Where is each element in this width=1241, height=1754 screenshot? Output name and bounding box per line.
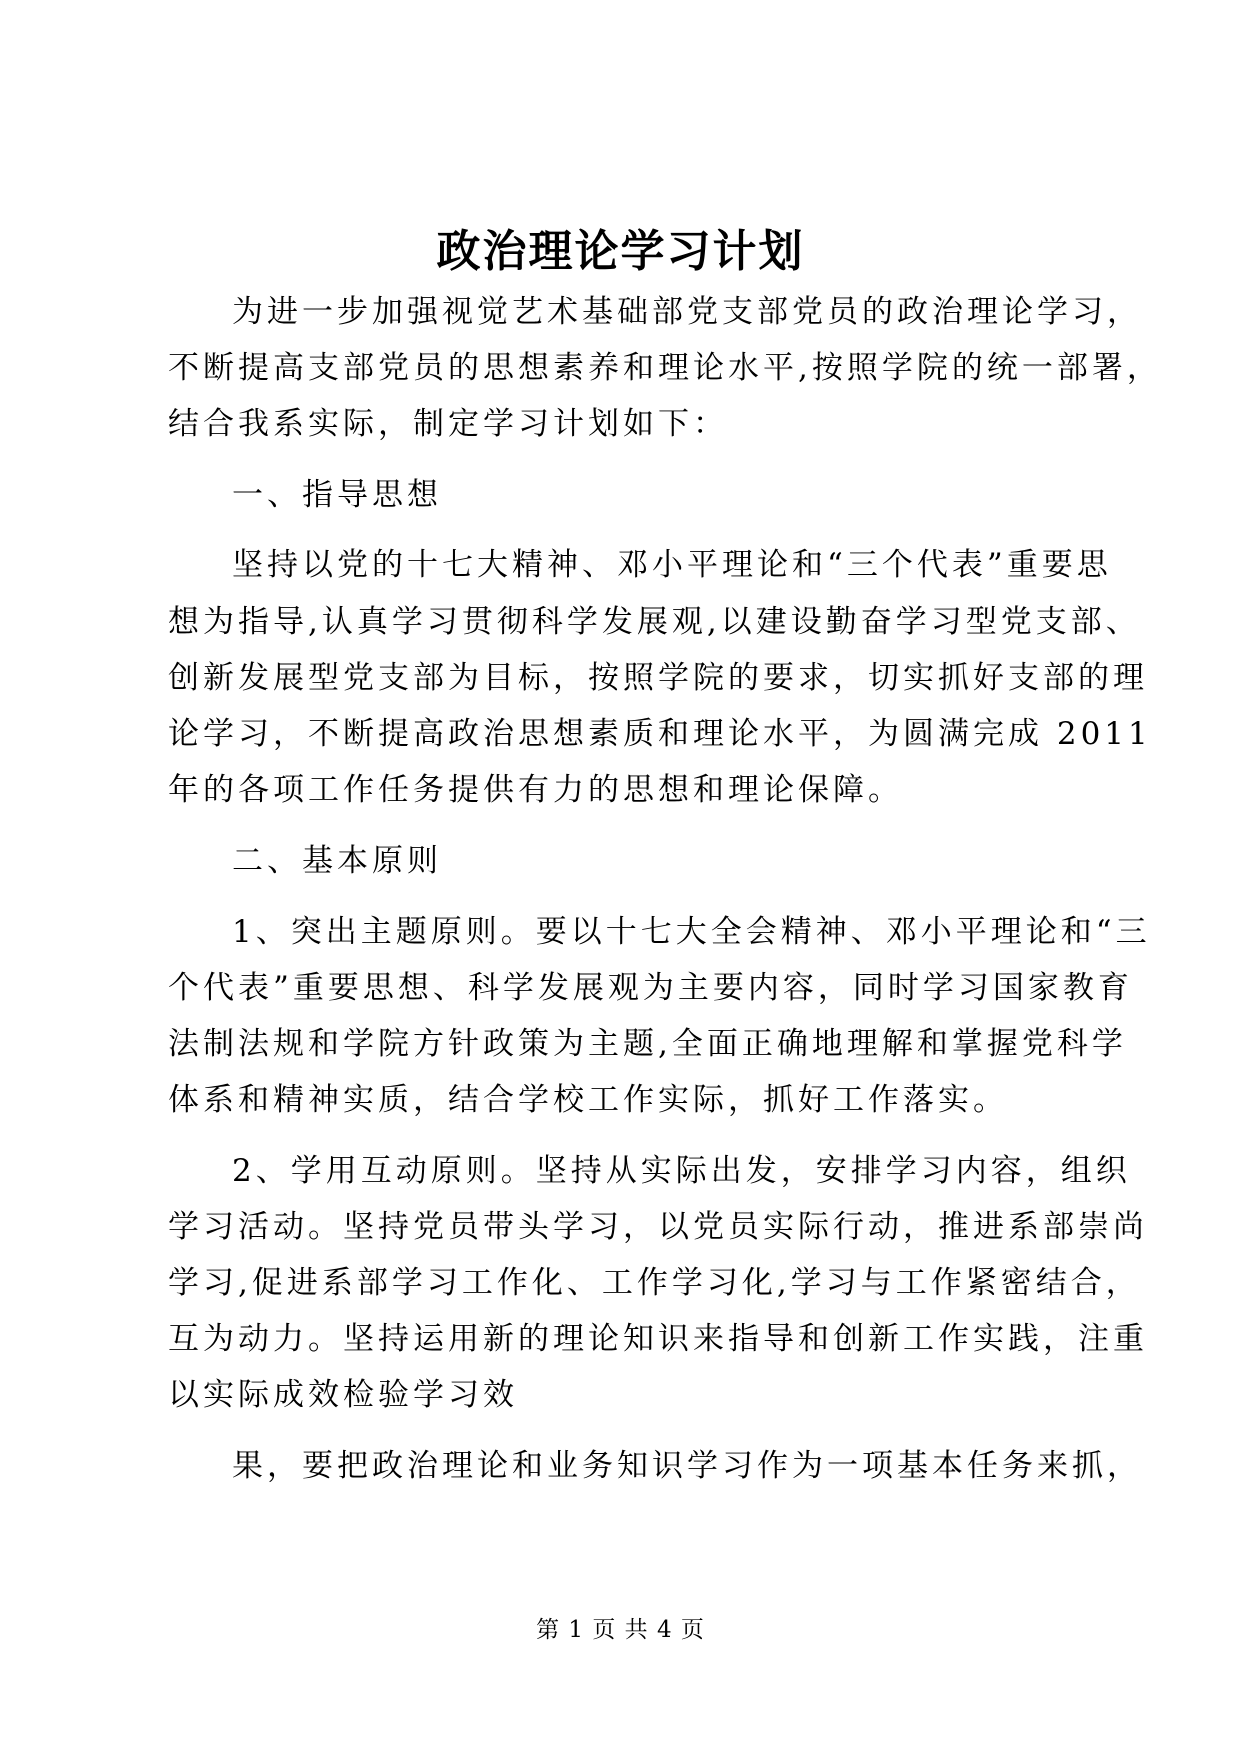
body-line-1: 为进一步加强视觉艺术基础部党支部党员的政治理论学习， (232, 294, 1142, 330)
body-line-20: 果，要把政治理论和业务知识学习作为一项基本任务来抓， (232, 1448, 1142, 1484)
body-line-3: 结合我系实际，制定学习计划如下： (168, 406, 728, 442)
body-line-16: 学习活动。坚持党员带头学习，以党员实际行动，推进系部崇尚 (168, 1209, 1148, 1245)
body-line-8: 论学习，不断提高政治思想素质和理论水平，为圆满完成 2011 (168, 716, 1152, 752)
body-line-14: 体系和精神实质，结合学校工作实际，抓好工作落实。 (168, 1082, 1008, 1118)
document-title: 政治理论学习计划 (436, 226, 805, 277)
body-line-17: 学习,促进系部学习工作化、工作学习化,学习与工作紧密结合， (168, 1265, 1141, 1301)
body-line-9: 年的各项工作任务提供有力的思想和理论保障。 (168, 772, 903, 808)
body-line-11: 1、突出主题原则。要以十七大全会精神、邓小平理论和“三 (232, 914, 1151, 950)
body-line-13: 法制法规和学院方针政策为主题,全面正确地理解和掌握党科学 (168, 1026, 1127, 1062)
section-heading-basic-principles: 二、基本原则 (232, 843, 442, 879)
body-line-18: 互为动力。坚持运用新的理论知识来指导和创新工作实践，注重 (168, 1321, 1148, 1357)
body-line-6: 想为指导,认真学习贯彻科学发展观,以建设勤奋学习型党支部、 (168, 604, 1141, 640)
body-line-5: 坚持以党的十七大精神、邓小平理论和“三个代表”重要思 (232, 547, 1112, 583)
body-line-15: 2、学用互动原则。坚持从实际出发，安排学习内容，组织 (232, 1153, 1131, 1189)
body-line-19: 以实际成效检验学习效 (168, 1377, 518, 1413)
page-footer: 第 1 页 共 4 页 (536, 1617, 705, 1643)
body-line-7: 创新发展型党支部为目标，按照学院的要求，切实抓好支部的理 (168, 660, 1148, 696)
body-line-12: 个代表”重要思想、科学发展观为主要内容，同时学习国家教育 (168, 970, 1133, 1006)
section-heading-guiding-thought: 一、指导思想 (232, 477, 442, 513)
body-line-2: 不断提高支部党员的思想素养和理论水平,按照学院的统一部署， (168, 350, 1162, 386)
